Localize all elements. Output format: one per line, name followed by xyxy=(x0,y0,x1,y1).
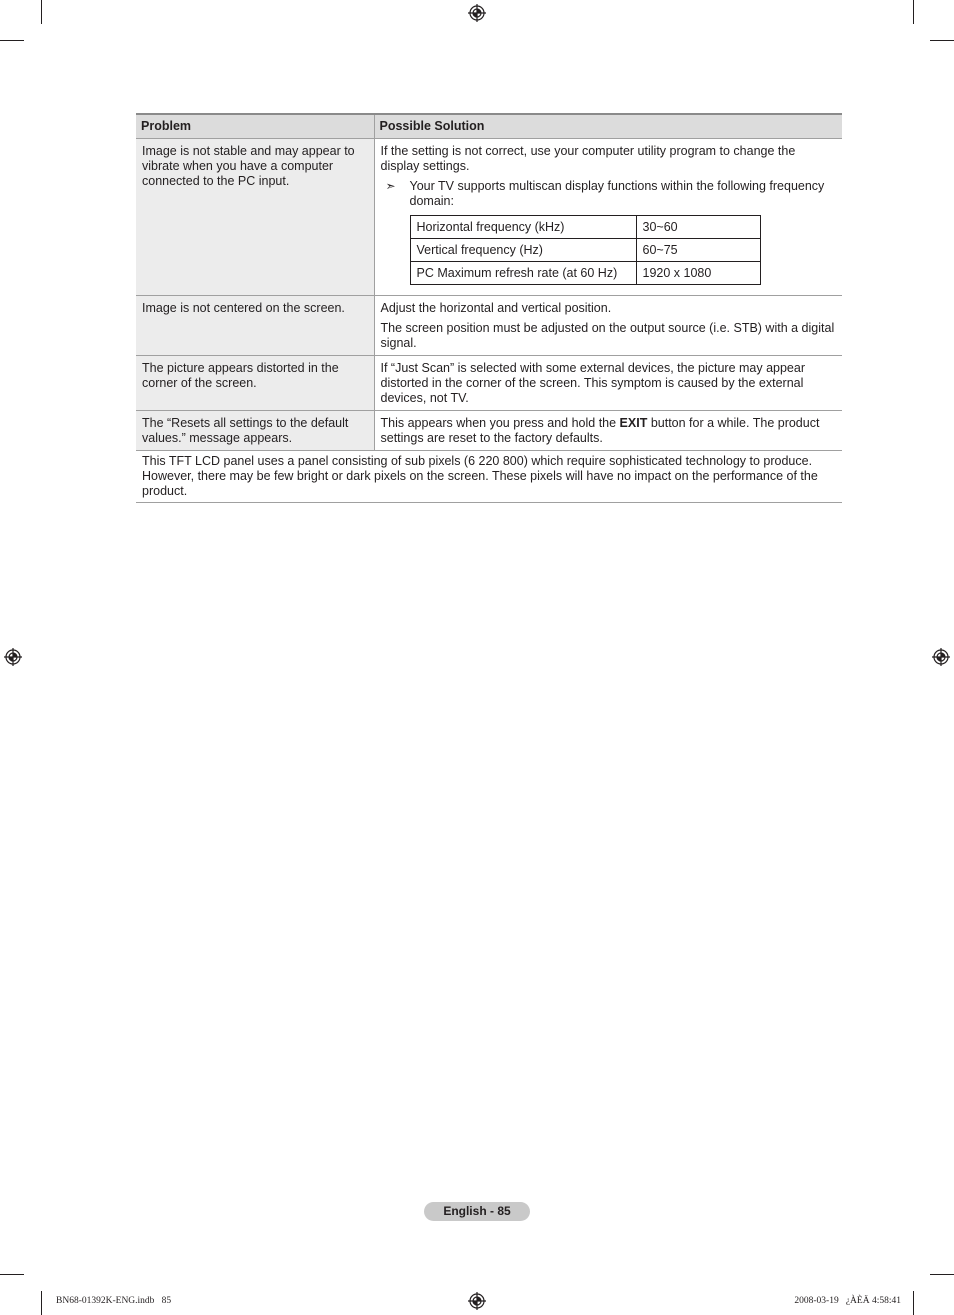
problem-cell xyxy=(136,355,374,410)
solution-cell xyxy=(374,295,842,355)
frequency-row xyxy=(410,238,760,261)
solution-text xyxy=(381,416,837,446)
table-row xyxy=(136,410,842,450)
solution-text: Adjust the horizontal and vertical position. xyxy=(380,300,612,315)
file-name: BN68-01392K-ENG.indb xyxy=(56,1296,155,1306)
troubleshooting-table xyxy=(136,113,842,503)
frequency-name: Vertical frequency (Hz) xyxy=(410,238,636,261)
tip-note xyxy=(381,179,837,209)
table-row xyxy=(136,295,842,355)
column-header-problem: Problem xyxy=(136,114,374,138)
solution-cell xyxy=(374,410,842,450)
solution-cell xyxy=(374,355,842,410)
registration-crosshair-icon xyxy=(468,4,486,22)
problem-text: Image is not centered on the screen. xyxy=(142,300,345,315)
table-note-row xyxy=(136,450,842,502)
crop-mark-top-left-v xyxy=(41,0,42,24)
table-row xyxy=(136,138,842,295)
solution-extra-text: The screen position must be adjusted on the output source (i.e. STB) with a digital signal. xyxy=(380,320,835,350)
registration-crosshair-icon xyxy=(4,648,22,666)
frequency-row xyxy=(410,261,760,284)
problem-cell xyxy=(136,410,374,450)
file-info xyxy=(56,1296,171,1306)
frequency-name: PC Maximum refresh rate (at 60 Hz) xyxy=(410,261,636,284)
registration-crosshair-icon xyxy=(932,648,950,666)
frequency-table xyxy=(410,215,761,285)
exit-button-label: EXIT xyxy=(619,415,648,430)
crop-mark-bottom-left-v xyxy=(41,1291,42,1315)
crop-mark-bottom-right-h xyxy=(930,1274,954,1275)
arrow-right-icon: ➣ xyxy=(385,178,396,193)
crop-mark-bottom-left-h xyxy=(0,1274,24,1275)
solution-text-after: button for a while. The product settings are reset to the factory defaults. xyxy=(380,415,820,445)
solution-text: If the setting is not correct, use your computer utility program to change the display settings. xyxy=(380,143,796,173)
panel-note: This TFT LCD panel uses a panel consisting of sub pixels (6 220 800) which require sophisticated technology to produce. However, there may be few bright or dark pixels on the screen. These pixels will have no impact on the performance of the product. xyxy=(136,450,842,502)
frequency-value: 1920 x 1080 xyxy=(636,261,760,284)
crop-mark-bottom-right-v xyxy=(913,1291,914,1315)
print-timestamp: 2008-03-19 ¿ÀÈÄ 4:58:41 xyxy=(794,1296,901,1306)
problem-text: Image is not stable and may appear to vibrate when you have a computer connected to the PC input. xyxy=(142,143,355,188)
frequency-row xyxy=(410,215,760,238)
problem-cell xyxy=(136,295,374,355)
column-header-solution: Possible Solution xyxy=(374,114,842,138)
frequency-value: 30~60 xyxy=(636,215,760,238)
solution-text: If “Just Scan” is selected with some external devices, the picture may appear distorted in the corner of the screen. This symptom is caused by the external devices, not TV. xyxy=(380,360,805,405)
problem-cell xyxy=(136,138,374,295)
table-header-row xyxy=(136,114,842,138)
problem-text: The “Resets all settings to the default values.” message appears. xyxy=(142,415,349,445)
table-row xyxy=(136,355,842,410)
problem-text: The picture appears distorted in the corner of the screen. xyxy=(142,360,339,390)
solution-cell xyxy=(374,138,842,295)
file-page: 85 xyxy=(161,1296,172,1306)
crop-mark-top-right-v xyxy=(913,0,914,24)
page-number-badge: English - 85 xyxy=(424,1202,530,1221)
solution-text-before: This appears when you press and hold the xyxy=(380,415,620,430)
registration-crosshair-icon xyxy=(468,1292,486,1310)
tip-text: Your TV supports multiscan display functions within the following frequency domain: xyxy=(409,178,825,208)
frequency-name: Horizontal frequency (kHz) xyxy=(410,215,636,238)
crop-mark-top-left-h xyxy=(0,40,24,41)
frequency-value: 60~75 xyxy=(636,238,760,261)
crop-mark-top-right-h xyxy=(930,40,954,41)
